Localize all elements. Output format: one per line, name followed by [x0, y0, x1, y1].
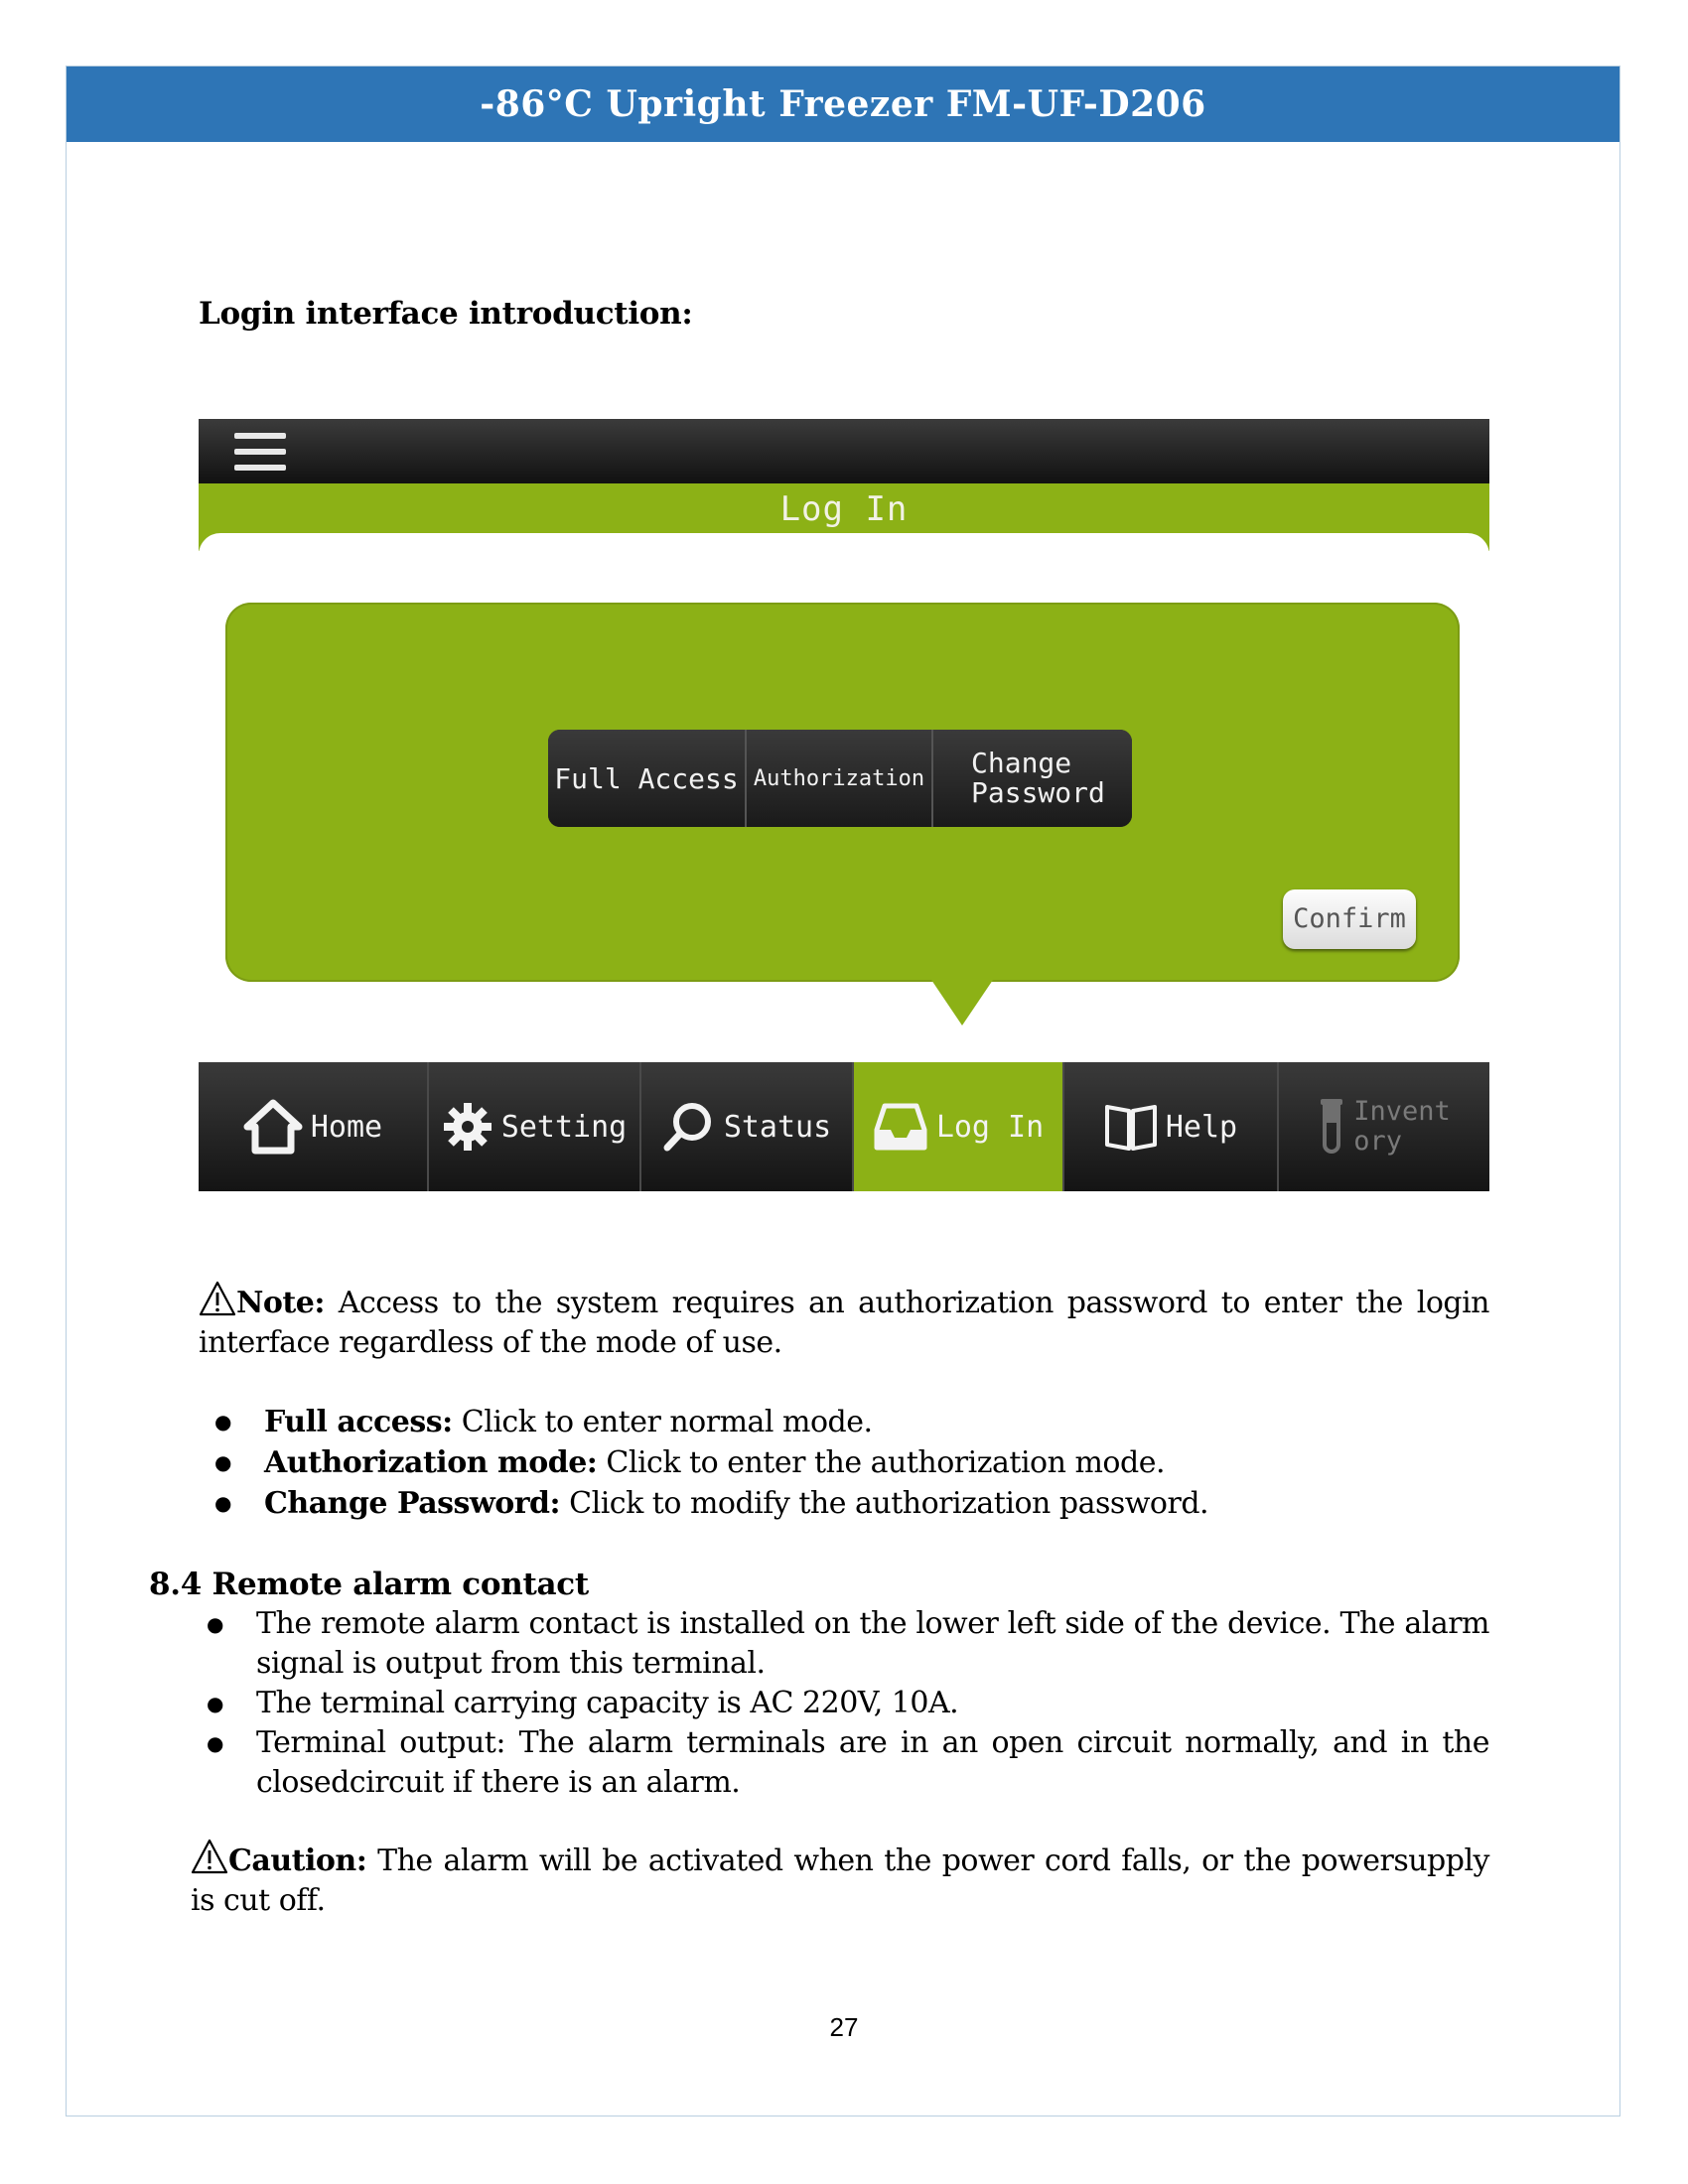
list-item: ● The terminal carrying capacity is AC 220V, 10A. — [199, 1684, 1489, 1723]
test-tube-icon — [1318, 1097, 1345, 1157]
bullet-term: Full access: — [264, 1405, 453, 1439]
login-screen-figure — [199, 419, 1489, 1193]
bullet-text: Click to enter the authorization mode. — [597, 1445, 1165, 1480]
caution-label: Caution: — [228, 1843, 367, 1878]
bullet-term: Change Password: — [264, 1486, 561, 1521]
note-text: Access to the system requires an authorization password to enter the login interface regardless of the mode of use. — [199, 1286, 1489, 1360]
login-options-list — [199, 1402, 1489, 1524]
page-number: 27 — [829, 2012, 859, 2042]
remote-alarm-list — [199, 1604, 1489, 1803]
nav-status-label: Status — [723, 1109, 832, 1145]
screen-topbar — [199, 419, 1489, 483]
list-item: ● The remote alarm contact is installed on the lower left side of the device. The alarm signal is output from this terminal. — [199, 1604, 1489, 1684]
bullet-term: Authorization mode: — [264, 1445, 598, 1480]
nav-inventory-label: Invent ory — [1353, 1096, 1451, 1157]
popup-pointer — [931, 980, 993, 1025]
nav-log-in-label: Log In — [935, 1109, 1045, 1145]
full-access-button[interactable]: Full Access — [548, 730, 747, 827]
section-heading: 8.4 Remote alarm contact — [149, 1567, 589, 1602]
note-paragraph — [199, 1281, 1489, 1363]
nav-status[interactable] — [641, 1062, 854, 1191]
nav-home-label: Home — [310, 1109, 383, 1145]
nav-help[interactable] — [1064, 1062, 1279, 1191]
login-mode-selector — [548, 730, 1132, 827]
change-password-button[interactable]: Change Password — [933, 730, 1132, 827]
document-header: -86°C Upright Freezer FM-UF-D206 — [67, 67, 1619, 142]
confirm-button[interactable]: Confirm — [1283, 889, 1416, 949]
section-label: Login interface introduction: — [199, 296, 693, 332]
nav-help-label: Help — [1165, 1109, 1238, 1145]
bottom-nav — [199, 1062, 1489, 1191]
nav-log-in[interactable] — [854, 1062, 1064, 1191]
nav-inventory[interactable] — [1279, 1062, 1489, 1191]
screen-title: Log In — [779, 489, 909, 529]
bullet-text: Click to modify the authorization password. — [560, 1486, 1209, 1521]
nav-home[interactable] — [199, 1062, 429, 1191]
nav-setting-label: Setting — [500, 1109, 628, 1145]
gear-icon — [442, 1101, 493, 1153]
note-label: Note: — [236, 1286, 325, 1320]
list-item — [199, 1402, 1489, 1442]
list-item: ● Terminal output: The alarm terminals are in an open circuit normally, and in the closedcircuit if there is an alarm. — [199, 1723, 1489, 1803]
inbox-icon — [873, 1102, 928, 1152]
caution-paragraph — [191, 1839, 1489, 1921]
bullet-text: Click to enter normal mode. — [452, 1405, 873, 1439]
list-item — [199, 1442, 1489, 1483]
authorization-button[interactable]: Authorization — [747, 730, 933, 827]
warning-icon — [191, 1839, 228, 1874]
home-icon — [243, 1099, 303, 1155]
caution-text: The alarm will be activated when the power cord falls, or the powersupply is cut off. — [191, 1843, 1489, 1918]
warning-icon — [199, 1281, 236, 1316]
nav-setting[interactable] — [429, 1062, 641, 1191]
search-icon — [662, 1100, 716, 1154]
book-icon — [1104, 1102, 1158, 1152]
list-item — [199, 1483, 1489, 1524]
menu-icon[interactable] — [234, 433, 286, 471]
